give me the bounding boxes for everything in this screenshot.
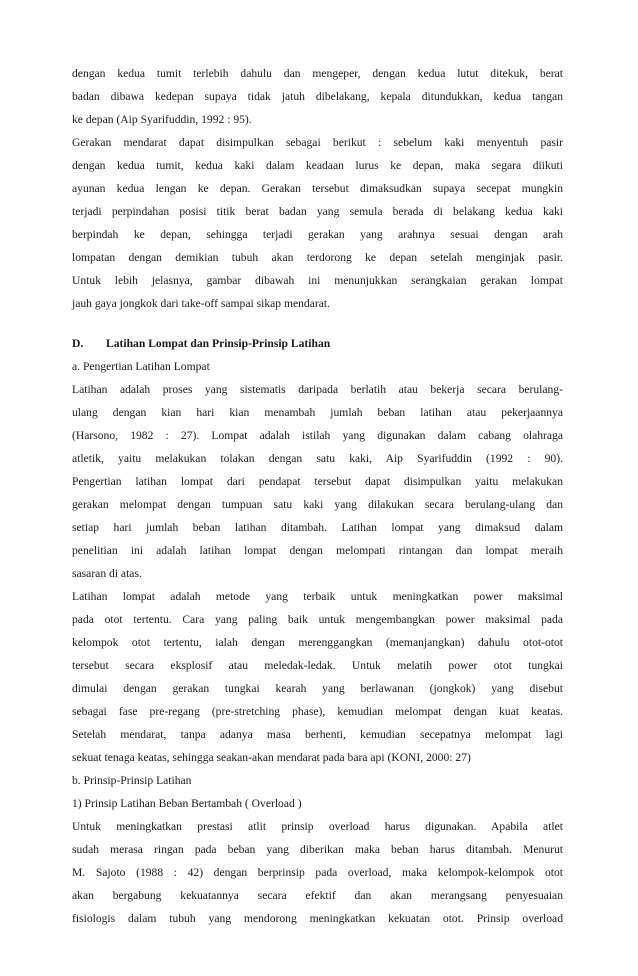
text-line: dengan kedua tumit, kedua kaki dalam keadaan lurus ke depan, maka segara diikuti bbox=[72, 159, 563, 172]
text-line: ke depan (Aip Syarifuddin, 1992 : 95). bbox=[72, 113, 252, 126]
text-line: Untuk meningkatkan prestasi atlit prinsip overload harus digunakan. Apabila atlet bbox=[72, 820, 563, 833]
spacer bbox=[72, 315, 563, 332]
subheading: a. Pengertian Latihan Lompat bbox=[72, 360, 210, 373]
text-line: sasaran di atas. bbox=[72, 567, 142, 580]
text-line: gerakan melompat dengan tumpuan satu kaki yang dilakukan secara berulang-ulang dan bbox=[72, 498, 563, 511]
text-line: badan dibawa kedepan supaya tidak jatuh dibelakang, kepala ditundukkan, kedua tangan bbox=[72, 90, 563, 103]
text-line: ulang dengan kian hari kian menambah jumlah beban latihan atau pekerjaannya bbox=[72, 406, 563, 419]
text-line: ayunan kedua lengan ke depan. Gerakan tersebut dimaksudkan supaya secepat mungkin bbox=[72, 182, 563, 195]
paragraph-training-definition bbox=[72, 378, 563, 585]
text-line: Gerakan mendarat dapat disimpulkan sebagai berikut : sebelum kaki menyentuh pasir bbox=[72, 136, 563, 149]
text-line: M. Sajoto (1988 : 42) dengan berprinsip pada overload, maka kelompok-kelompok otot bbox=[72, 866, 563, 879]
text-line: Latihan lompat adalah metode yang terbaik untuk meningkatkan power maksimal bbox=[72, 590, 563, 603]
paragraph-overload-principle bbox=[72, 815, 563, 930]
text-line: tersebut secara eksplosif atau meledak-ledak. Untuk melatih power otot tungkai bbox=[72, 659, 563, 672]
text-line: akan bergabung kekuatannya secara efektif dan akan merangsang penyesuaian bbox=[72, 889, 563, 902]
subheading: b. Prinsip-Prinsip Latihan bbox=[72, 774, 192, 787]
text-line: sekuat tenaga keatas, sehingga seakan-akan mendarat pada bara api (KONI, 2000: 27) bbox=[72, 751, 471, 764]
text-line: kelompok otot tertentu, ialah dengan merenggangkan (memanjangkan) dahulu otot-otot bbox=[72, 636, 563, 649]
text-line: dimulai dengan gerakan tungkai kearah yang berlawanan (jongkok) yang disebut bbox=[72, 682, 563, 695]
subheading: 1) Prinsip Latihan Beban Bertambah ( Overload ) bbox=[72, 797, 302, 810]
section-title: Latihan Lompat dan Prinsip-Prinsip Latihan bbox=[106, 337, 331, 350]
text-line: jauh gaya jongkok dari take-off sampai sikap mendarat. bbox=[72, 297, 330, 310]
text-line: berpindah ke depan, sehingga terjadi gerakan yang arahnya sesuai dengan arah bbox=[72, 228, 563, 241]
paragraph-landing-description bbox=[72, 62, 563, 131]
text-line: dengan kedua tumit terlebih dahulu dan mengeper, dengan kedua lutut ditekuk, berat bbox=[72, 67, 563, 80]
text-line: pada otot tertentu. Cara yang paling baik untuk mengembangkan power maksimal pada bbox=[72, 613, 563, 626]
text-line: Pengertian latihan lompat dari pendapat tersebut dapat disimpulkan yaitu melakukan bbox=[72, 475, 563, 488]
text-line: Latihan adalah proses yang sistematis daripada berlatih atau bekerja secara berulang- bbox=[72, 383, 563, 396]
text-line: (Harsono, 1982 : 27). Lompat adalah istilah yang digunakan dalam cabang olahraga bbox=[72, 429, 563, 442]
paragraph-landing-movement bbox=[72, 131, 563, 315]
text-line: Setelah mendarat, tanpa adanya masa berhenti, kemudian secepatnya melompat lagi bbox=[72, 728, 563, 741]
paragraph-power-training bbox=[72, 585, 563, 769]
text-line: lompatan dengan demikian tubuh akan terdorong ke depan setelah menginjak pasir. bbox=[72, 251, 563, 264]
text-line: terjadi perpindahan posisi titik berat badan yang semula berada di belakang kedua kaki bbox=[72, 205, 563, 218]
document-page bbox=[72, 62, 563, 930]
section-number: D. bbox=[72, 337, 84, 350]
text-line: fisiologis dalam tubuh yang mendorong meningkatkan kekuatan otot. Prinsip overload bbox=[72, 912, 563, 925]
text-line: atletik, yaitu melakukan tolakan dengan satu kaki, Aip Syarifuddin (1992 : 90). bbox=[72, 452, 563, 465]
text-line: penelitian ini adalah latihan lompat dengan melompati rintangan dan lompat meraih bbox=[72, 544, 563, 557]
text-line: Untuk lebih jelasnya, gambar dibawah ini menunjukkan serangkaian gerakan lompat bbox=[72, 274, 563, 287]
text-line: sebagai fase pre-regang (pre-stretching phase), kemudian melompat dengan kuat keatas. bbox=[72, 705, 563, 718]
text-line: sudah merasa ringan pada beban yang diberikan maka beban harus ditambah. Menurut bbox=[72, 843, 563, 856]
section-heading bbox=[72, 332, 563, 355]
text-line: setiap hari jumlah beban latihan ditambah. Latihan lompat yang dimaksud dalam bbox=[72, 521, 563, 534]
